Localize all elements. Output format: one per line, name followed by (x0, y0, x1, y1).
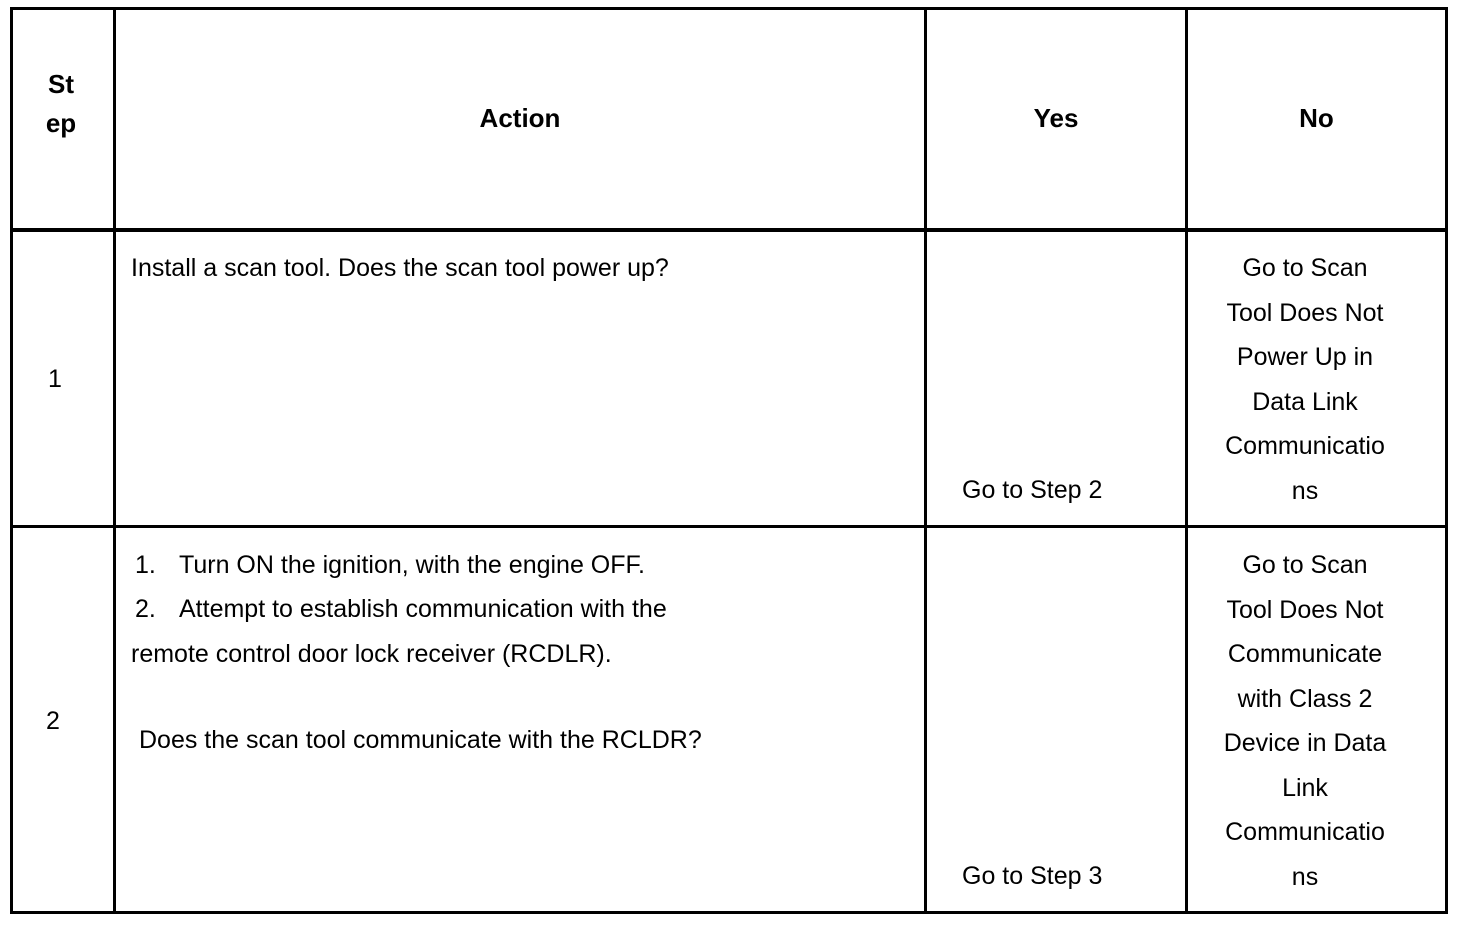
no-text-line: ns (1291, 476, 1319, 505)
no-text-line: Power Up in (1236, 343, 1374, 371)
header-step (15, 65, 107, 143)
header-step-line1: St (48, 69, 74, 99)
no-text-line: Tool Does Not (1226, 298, 1384, 327)
step-number: 2 (46, 707, 60, 735)
header-no: No (1299, 103, 1334, 133)
header-action: Action (479, 103, 561, 133)
action-step-text: Attempt to establish communication with the (179, 595, 667, 623)
row-divider (10, 525, 1448, 528)
column-divider-action (924, 7, 927, 914)
table-right-border (1445, 7, 1448, 914)
no-text-line: with Class 2 (1237, 684, 1373, 713)
no-text-line: Go to Scan (1242, 254, 1368, 282)
header-yes: Yes (1033, 103, 1079, 133)
header-bottom-border (10, 228, 1448, 232)
table-left-border (10, 7, 13, 914)
no-text-line: Communicatio (1225, 818, 1385, 846)
no-text-line: ns (1291, 862, 1319, 891)
table-bottom-border (10, 911, 1448, 914)
no-text-line: Tool Does Not (1226, 595, 1384, 624)
action-step-number: 1. (135, 551, 156, 579)
yes-text: Go to Step 2 (962, 476, 1103, 504)
action-question: Does the scan tool communicate with the RCLDR? (139, 726, 702, 754)
header-step-line2: ep (45, 108, 77, 138)
no-text (1180, 543, 1430, 899)
action-text: Install a scan tool. Does the scan tool power up? (131, 254, 669, 282)
action-step-continuation: remote control door lock receiver (RCDLR). (131, 640, 612, 668)
diagnostic-table (10, 7, 1448, 914)
no-text-line: Link (1282, 773, 1328, 802)
action-step-number: 2. (135, 595, 156, 623)
step-number: 1 (48, 365, 62, 393)
no-text-line: Device in Data (1223, 729, 1387, 757)
column-divider-step (113, 7, 116, 914)
no-text-line: Go to Scan (1242, 551, 1368, 579)
no-text-line: Communicatio (1225, 432, 1385, 460)
action-step-text: Turn ON the ignition, with the engine OFF. (179, 551, 645, 579)
no-text (1180, 246, 1430, 513)
no-text-line: Data Link (1252, 387, 1358, 416)
no-text-line: Communicate (1227, 640, 1383, 668)
table-top-border (10, 7, 1448, 10)
yes-text: Go to Step 3 (962, 862, 1103, 890)
